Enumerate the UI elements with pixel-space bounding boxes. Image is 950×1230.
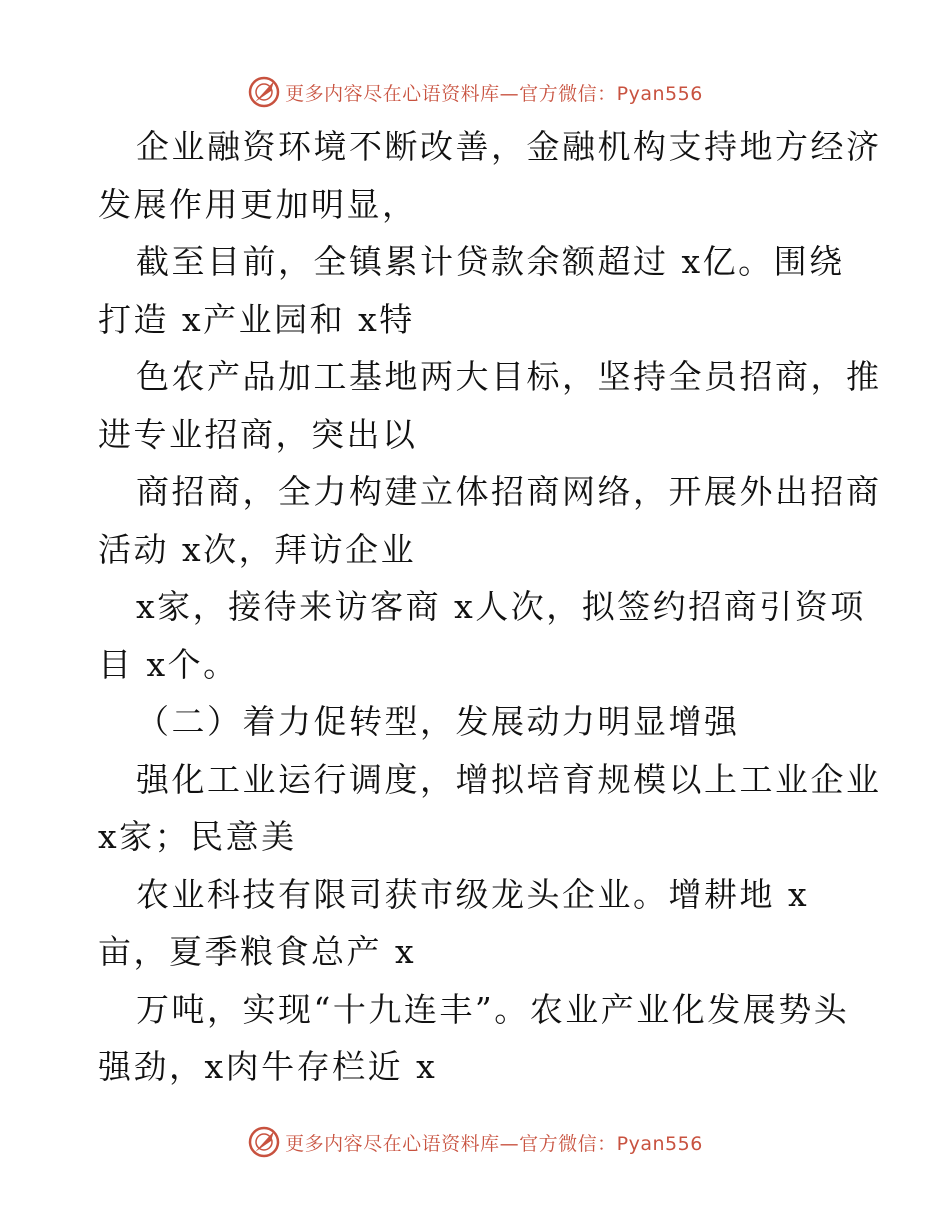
header-watermark-text: 更多内容尽在心语资料库—官方微信：Pyan556 — [285, 82, 703, 105]
body-line: x家；民意美 — [98, 817, 297, 856]
body-line: 进专业招商，突出以 — [98, 414, 418, 454]
body-line: 亩，夏季粮食总产 x — [98, 932, 417, 971]
header-watermark — [0, 72, 950, 112]
body-line: 色农产品加工基地两大目标，坚持全员招商，推 — [136, 357, 882, 396]
document-body — [98, 118, 882, 1096]
body-line: 农业科技有限司获市级龙头企业。增耕地 x — [136, 874, 810, 914]
footer-watermark-text: 更多内容尽在心语资料库—官方微信：Pyan556 — [285, 1132, 703, 1155]
body-line: 活动 x次，拜访企业 — [98, 529, 417, 569]
footer-watermark — [0, 1122, 950, 1162]
body-line: 发展作用更加明显， — [98, 184, 418, 224]
body-line: 强化工业运行调度，增拟培育规模以上工业企业 — [136, 759, 882, 799]
quill-seal-icon — [247, 75, 281, 109]
body-line: 商招商，全力构建立体招商网络，开展外出招商 — [136, 472, 882, 511]
body-line: 打造 x产业园和 x特 — [98, 299, 415, 339]
section-heading: （二）着力促转型，发展动力明显增强 — [136, 702, 740, 741]
quill-seal-icon — [247, 1125, 281, 1159]
body-line: x家，接待来访客商 x人次，拟签约招商引资项 — [136, 587, 866, 626]
body-line: 强劲，x肉牛存栏近 x — [98, 1047, 438, 1086]
body-line: 万吨，实现“十九连丰”。农业产业化发展势头 — [136, 989, 850, 1029]
body-line: 目 x个。 — [98, 644, 239, 684]
body-line: 截至目前，全镇累计贷款余额超过 x亿。围绕 — [136, 242, 845, 281]
body-line: 企业融资环境不断改善，金融机构支持地方经济 — [136, 127, 882, 166]
